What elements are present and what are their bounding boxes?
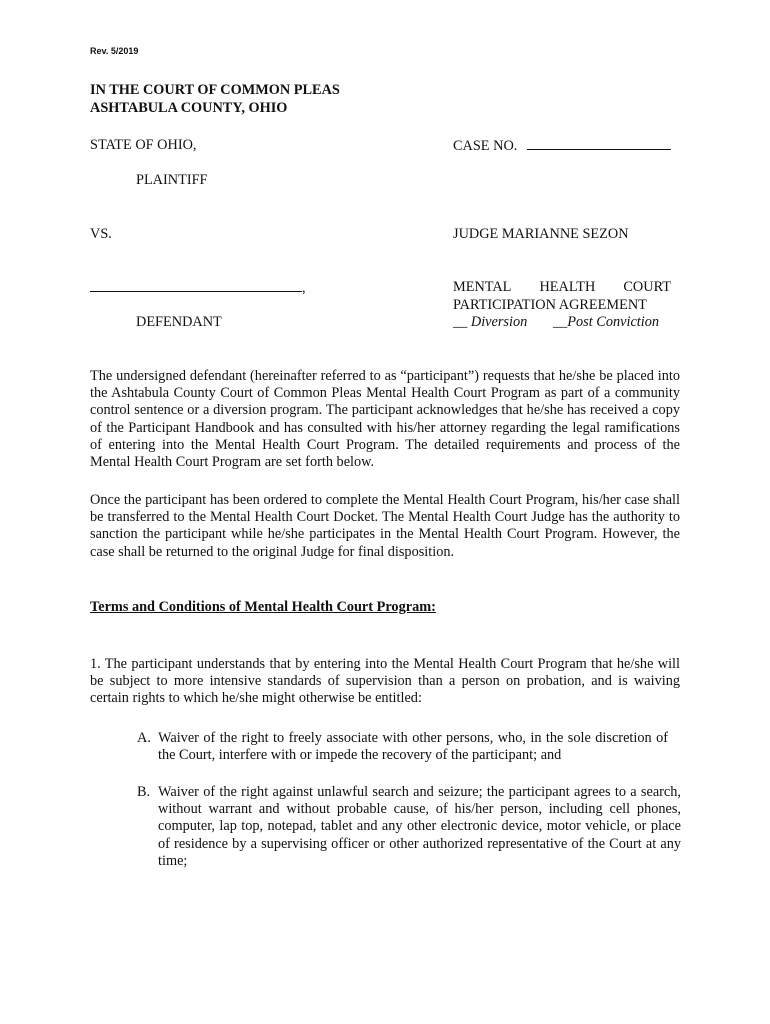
option-diversion[interactable]: __ Diversion: [453, 314, 528, 330]
transfer-paragraph: Once the participant has been ordered to complete the Mental Health Court Program, his/her case shall be transferred to the Mental Health Court Docket. The Mental Health Court Judge has the authority to sanction the participant while he/she participates in the Mental Health Court Program. However, the case shall be returned to the original Judge for final disposition.: [90, 492, 680, 560]
defendant-name: [90, 279, 306, 297]
court-name: IN THE COURT OF COMMON PLEAS: [90, 82, 340, 98]
list-item-label: A.: [137, 730, 151, 746]
case-number: [453, 137, 671, 155]
revision-label: Rev. 5/2019: [90, 46, 139, 56]
defendant-role: DEFENDANT: [136, 314, 222, 330]
judge-name: JUDGE MARIANNE SEZON: [453, 226, 629, 242]
agreement-title-word: HEALTH: [539, 279, 596, 295]
agreement-title-word: MENTAL: [453, 279, 512, 295]
agreement-title-line2: PARTICIPATION AGREEMENT: [453, 297, 647, 313]
list-item: [137, 730, 668, 764]
list-item-text: Waiver of the right to freely associate with other persons, who, in the sole discretion of the Court, interfere with or impede the recovery of the participant; and: [158, 730, 668, 764]
defendant-comma: ,: [302, 280, 306, 296]
plaintiff-role: PLAINTIFF: [136, 172, 208, 188]
case-number-field[interactable]: [527, 137, 671, 150]
defendant-name-field[interactable]: [90, 279, 302, 292]
agreement-title-word: COURT: [623, 279, 671, 295]
list-item-text: Waiver of the right against unlawful search and seizure; the participant agrees to a search, without warrant and without probable cause, of his/her person, including cell phones, computer, lap top, notepad, tablet and any other electronic device, motor vehicle, or place of residence by a supervising officer or other authorized representative of the Court at any time;: [158, 784, 681, 869]
list-item: [137, 784, 681, 870]
case-number-label: CASE NO.: [453, 138, 518, 154]
term-1: 1. The participant understands that by entering into the Mental Health Court Program that he/she will be subject to more intensive standards of supervision than a person on probation, and is waiving certain rights to which he/she might otherwise be entitled:: [90, 656, 680, 707]
list-item-label: B.: [137, 784, 151, 800]
intro-paragraph: The undersigned defendant (hereinafter referred to as “participant”) requests that he/she be placed into the Ashtabula County Court of Common Pleas Mental Health Court Program as part of a community control sentence or a diversion program. The participant acknowledges that he/she has received a copy of the Participant Handbook and has consulted with his/her attorney regarding the legal ramifications of entering into the Mental Health Court Program. The detailed requirements and process of the Mental Health Court Program are set forth below.: [90, 368, 680, 471]
county-name: ASHTABULA COUNTY, OHIO: [90, 100, 288, 116]
option-post-conviction[interactable]: __Post Conviction: [553, 314, 660, 330]
plaintiff-name: STATE OF OHIO,: [90, 137, 197, 153]
terms-heading: Terms and Conditions of Mental Health Court Program:: [90, 599, 436, 615]
versus-label: VS.: [90, 226, 112, 242]
agreement-title-line1: [453, 279, 671, 296]
